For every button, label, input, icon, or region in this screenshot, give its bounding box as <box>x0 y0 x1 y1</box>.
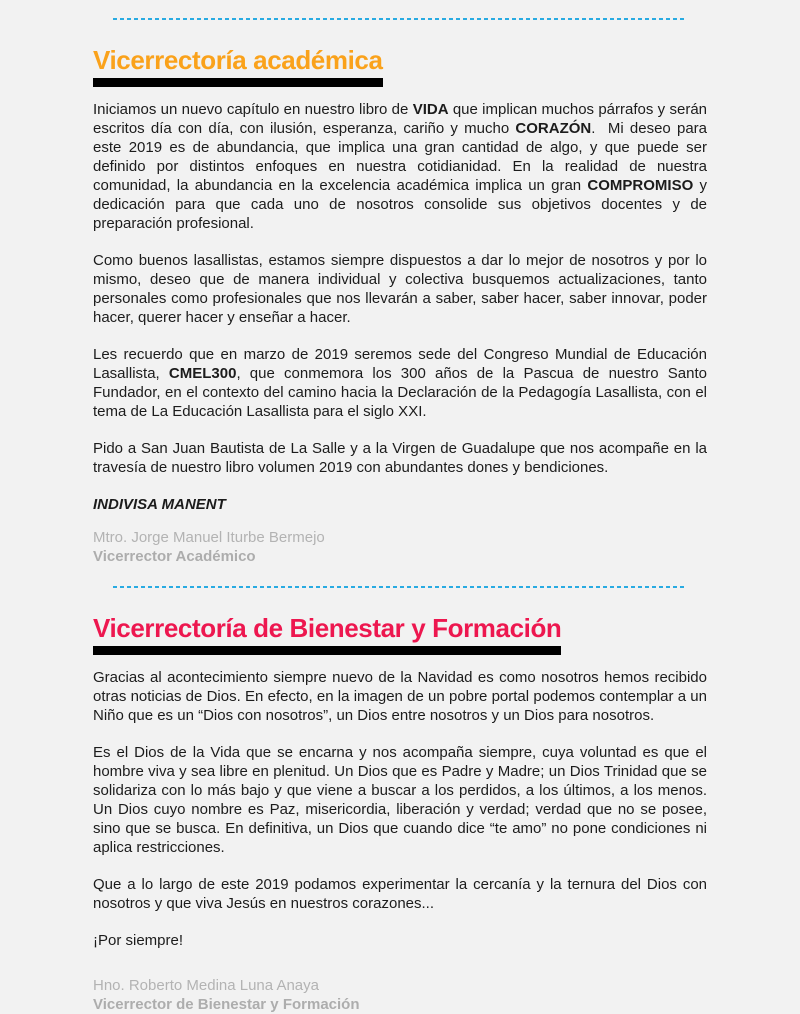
paragraph: Les recuerdo que en marzo de 2019 seremos sede del Congreso Mundial de Educación Lasallista, CMEL300, que conmemora los 300 años de la Pascua de nuestro Santo Fundador, en el contexto del camino hacia la Declaración de la Pedagogía Lasallista, con el tema de La Educación Lasallista para el siglo XXI. <box>93 346 707 420</box>
newsletter-content <box>0 18 800 1014</box>
title-underline-bar <box>93 78 383 87</box>
section <box>93 18 707 566</box>
signature-name: Hno. Roberto Medina Luna Anaya <box>93 977 319 994</box>
section-heading <box>93 615 561 655</box>
section-heading <box>93 47 383 87</box>
paragraph: Que a lo largo de este 2019 podamos experimentar la cercanía y la ternura del Dios con nosotros y que viva Jesús en nuestros corazones... <box>93 876 707 912</box>
paragraph: Pido a San Juan Bautista de La Salle y a la Virgen de Guadalupe que nos acompañe en la travesía de nuestro libro volumen 2019 con abundantes dones y bendiciones. <box>93 440 707 476</box>
signature-name: Mtro. Jorge Manuel Iturbe Bermejo <box>93 529 325 546</box>
section-body <box>93 100 707 477</box>
section-title: Vicerrectoría académica <box>93 45 383 75</box>
dashed-divider <box>113 18 687 20</box>
paragraph: Como buenos lasallistas, estamos siempre dispuestos a dar lo mejor de nosotros y por lo mismo, deseo que de manera individual y colectiva busquemos actualizaciones, tanto personales como profesionales que nos llevarán a saber, saber hacer, saber innovar, poder hacer, querer hacer y enseñar a hacer. <box>93 252 707 326</box>
paragraph: Gracias al acontecimiento siempre nuevo de la Navidad es como nosotros hemos recibido otras noticias de Dios. En efecto, en la imagen de un pobre portal podemos contemplar a un Niño que es un “Dios con nosotros”, un Dios entre nosotros y un Dios para nosotros. <box>93 669 707 724</box>
signature-role: Vicerrector Académico <box>93 548 256 565</box>
section <box>93 586 707 1014</box>
section-heading-row <box>93 47 707 87</box>
signature-role: Vicerrector de Bienestar y Formación <box>93 996 360 1013</box>
paragraph: Iniciamos un nuevo capítulo en nuestro libro de VIDA que implican muchos párrafos y serán escritos día con día, con ilusión, esperanza, cariño y mucho CORAZÓN. Mi deseo para este 2019 es de abundancia, que implica una gran cantidad de algo, y que puede ser definido por distintos enfoques en nuestra cotidianidad. En la realidad de nuestra comunidad, la abundancia en la excelencia académica implica un gran COMPROMISO y dedicación para que cada uno de nosotros consolide sus objetivos docentes y de preparación profesional. <box>93 101 708 232</box>
paragraph: Es el Dios de la Vida que se encarna y nos acompaña siempre, cuya voluntad es que el hombre viva y sea libre en plenitud. Un Dios que es Padre y Madre; un Dios Trinidad que se solidariza con lo más bajo y que viene a buscar a los perdidos, a los últimos, a los menos. Un Dios cuyo nombre es Paz, misericordia, liberación y verdad; verdad que no se posee, sino que se busca. En definitiva, un Dios que cuando dice “te amo” no pone condiciones ni aplica restricciones. <box>93 744 707 856</box>
title-underline-bar <box>93 646 561 655</box>
motto: INDIVISA MANENT <box>93 496 226 513</box>
section-body <box>93 668 707 913</box>
closing: ¡Por siempre! <box>93 932 184 949</box>
section-title: Vicerrectoría de Bienestar y Formación <box>93 613 562 643</box>
dashed-divider <box>113 586 687 588</box>
section-heading-row <box>93 615 707 655</box>
sections-container <box>93 18 707 1014</box>
